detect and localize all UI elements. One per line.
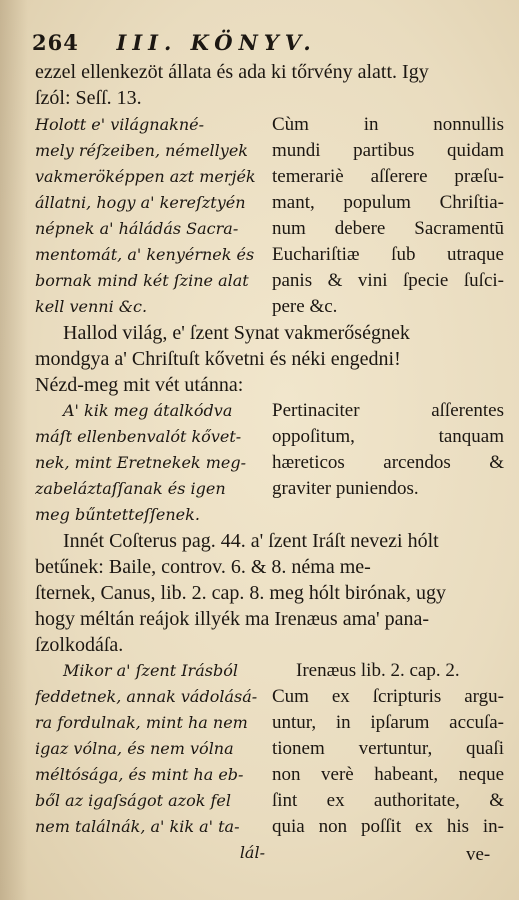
text-line: mely réſzeiben, némellyek bbox=[35, 141, 248, 160]
text-line: Mikor a' ſzent Irásból bbox=[63, 661, 238, 680]
text-line: lál- bbox=[239, 843, 265, 862]
running-title: III. KÖNYV. bbox=[116, 30, 317, 55]
text-line: Cùm in nonnullis bbox=[272, 114, 504, 135]
text-line: Irenæus lib. 2. cap. 2. bbox=[296, 660, 460, 681]
text-line: igaz vólna, és nem vólna bbox=[35, 739, 234, 758]
text-line: mant, populum Chriſtia- bbox=[272, 192, 504, 213]
text-line: mondgya a' Chriſtuſt kővetni és néki engedni! bbox=[35, 348, 401, 370]
text-line: máſt ellenbenvalót kővet- bbox=[35, 427, 242, 446]
text-line: oppoſitum, tanquam bbox=[272, 426, 504, 447]
text-line: Nézd-meg mit vét utánna: bbox=[35, 374, 244, 396]
text-line: mundi partibus quidam bbox=[272, 140, 504, 161]
catchword: ve- bbox=[466, 844, 491, 865]
intro-line: ezzel ellenkezöt állata és ada ki tőrvény alatt. Igy bbox=[35, 61, 429, 83]
latin-citation-1 bbox=[272, 112, 504, 320]
text-line: temerariè aſſerere præſu- bbox=[272, 166, 504, 187]
text-line: Cum ex ſcripturis argu- bbox=[272, 686, 504, 707]
latin-citation-2 bbox=[272, 398, 504, 502]
text-line: Holott e' világnakné- bbox=[35, 115, 205, 134]
intro-line: ſzól: Seſſ. 13. bbox=[35, 87, 142, 109]
text-line: Euchariſtiæ ſub utraque bbox=[272, 244, 504, 265]
text-line: ſint ex authoritate, & bbox=[272, 790, 504, 811]
text-line: ſzolkodáſa. bbox=[35, 634, 124, 656]
text-line: bornak mind két ſzine alat bbox=[35, 271, 249, 290]
page-number: 264 bbox=[32, 30, 79, 55]
text-line: num debere Sacramentū bbox=[272, 218, 504, 239]
text-line: non verè habeant, neque bbox=[272, 764, 504, 785]
text-line: pere &c. bbox=[272, 296, 338, 317]
text-line: betűnek: Baile, controv. 6. & 8. néma me- bbox=[35, 556, 371, 578]
text-line: meg bűntetteſſenek. bbox=[35, 505, 200, 524]
text-line: nek, mint Eretnekek meg- bbox=[35, 453, 246, 472]
page-header bbox=[32, 30, 317, 55]
hungarian-citation-1 bbox=[35, 112, 265, 320]
text-line: ſternek, Canus, lib. 2. cap. 8. meg hólt birónak, ugy bbox=[35, 582, 447, 604]
text-line: A' kik meg átalkódva bbox=[63, 401, 233, 420]
text-line: állatni, hogy a' kereſztyén bbox=[35, 193, 246, 212]
text-line: Hallod világ, e' ſzent Synat vakmerőségnek bbox=[63, 322, 410, 344]
text-line: graviter puniendos. bbox=[272, 478, 419, 499]
text-line: mentomát, a' kenyérnek és bbox=[35, 245, 255, 264]
text-line: Pertinaciter aſſerentes bbox=[272, 400, 504, 421]
text-line: ből az igaſságot azok fel bbox=[35, 791, 231, 810]
latin-citation-3 bbox=[272, 658, 504, 840]
text-line: hogy méltán reájok illyék ma Irenæus ama' pana- bbox=[35, 608, 430, 630]
hungarian-citation-2 bbox=[35, 398, 265, 528]
paragraph-lower bbox=[35, 528, 500, 658]
text-line: méltósága, és mint ha eb- bbox=[35, 765, 244, 784]
text-line: ra fordulnak, mint ha nem bbox=[35, 713, 248, 732]
text-line: vakmeröképpen azt merjék bbox=[35, 167, 256, 186]
text-line: feddetnek, annak vádolásá- bbox=[35, 687, 258, 706]
text-line: Innét Coſterus pag. 44. a' ſzent Iráſt nevezi hólt bbox=[63, 530, 439, 552]
text-line: népnek a' háládás Sacra- bbox=[35, 219, 239, 238]
text-line: zabeláztaſſanak és igen bbox=[35, 479, 226, 498]
text-line: panis & vini ſpecie ſuſci- bbox=[272, 270, 504, 291]
text-line: hæreticos arcendos & bbox=[272, 452, 504, 473]
text-line: untur, in ipſarum accuſa- bbox=[272, 712, 504, 733]
text-line: quia non poſſit ex his in- bbox=[272, 816, 504, 837]
hungarian-citation-3 bbox=[35, 658, 265, 866]
text-line: tionem vertuntur, quaſi bbox=[272, 738, 504, 759]
paragraph-middle bbox=[35, 320, 500, 398]
text-line: kell venni &c. bbox=[35, 297, 148, 316]
text-line: nem találnák, a' kik a' ta- bbox=[35, 817, 240, 836]
